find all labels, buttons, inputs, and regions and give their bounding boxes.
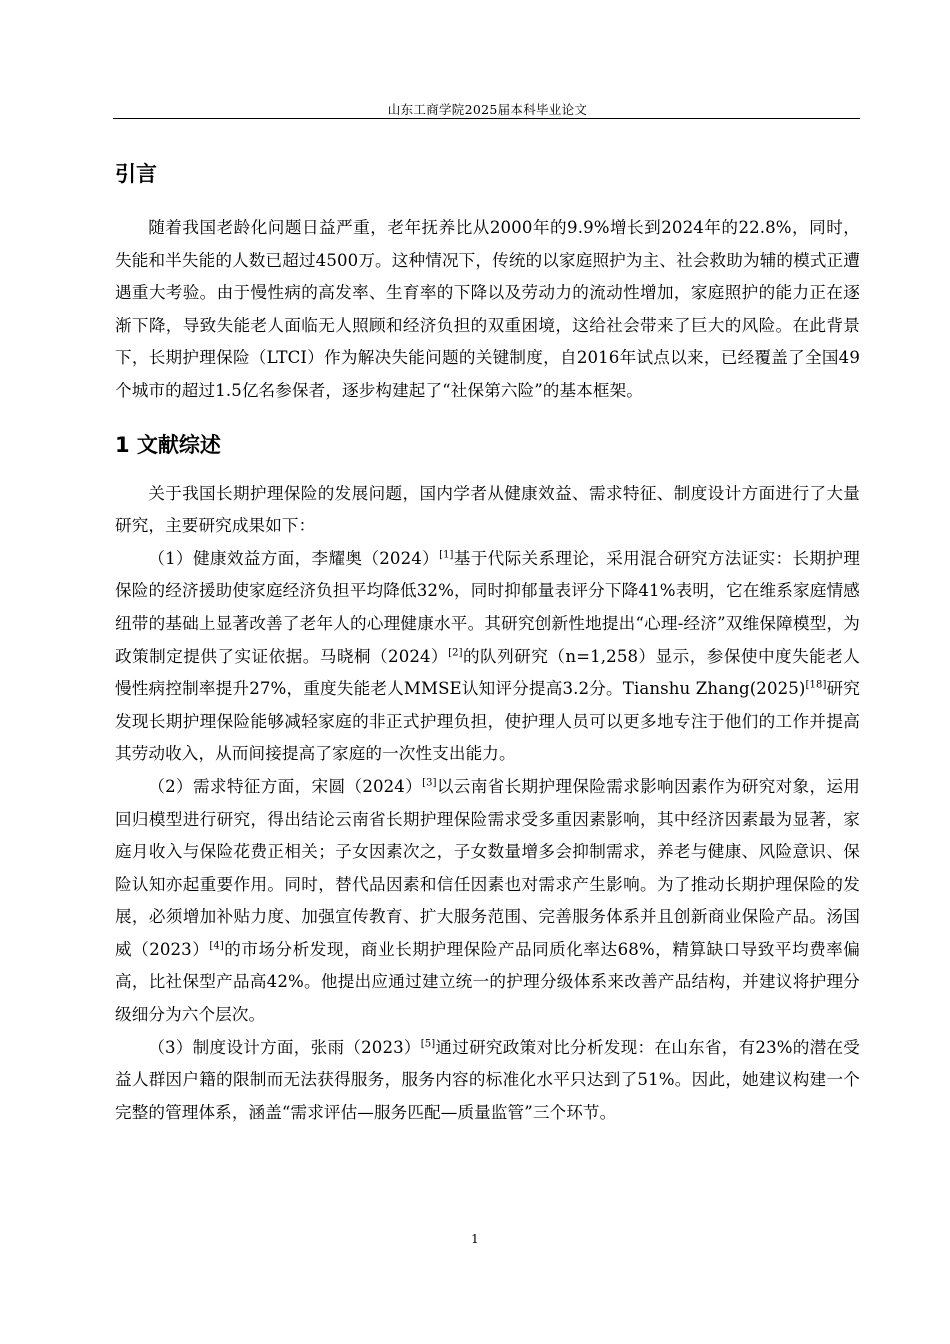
system-design-paragraph xyxy=(115,1032,860,1130)
text-run: （1）健康效益方面，李耀奥（2024） xyxy=(148,548,440,568)
citation-ref: [3] xyxy=(422,777,437,789)
citation-ref: [18] xyxy=(805,679,827,691)
section-heading-literature-review: 1 文献综述 xyxy=(115,432,221,457)
text-run: 通过研究政策对比分析发现：在山东省，有23%的潜在受益人群因户籍的限制而无法获得服务，服务内容的标准化水平只达到了51%。因此，她建议构建一个完整的管理体系，涵盖“需求评估—服务匹配—质量监管”三个环节。 xyxy=(115,1037,860,1122)
demand-features-paragraph xyxy=(115,771,860,1032)
section-heading-intro: 引言 xyxy=(115,162,157,186)
lit-review-intro-paragraph: 关于我国长期护理保险的发展问题，国内学者从健康效益、需求特征、制度设计方面进行了大量研究，主要研究成果如下： xyxy=(115,483,860,536)
text-run: 研究发现长期护理保险能够减轻家庭的非正式护理负担，使护理人员可以更多地专注于他们的工作并提高其劳动收入，从而间接提高了家庭的一次性支出能力。 xyxy=(115,679,861,764)
citation-ref: [5] xyxy=(420,1038,436,1050)
citation-ref: [2] xyxy=(448,647,463,659)
text-run: （3）制度设计方面，张雨（2023） xyxy=(148,1037,421,1057)
page-body xyxy=(115,150,860,1129)
text-run: （2）需求特征方面，宋圆（2024） xyxy=(148,776,423,796)
text-run: 的市场分析发现，商业长期护理保险产品同质化率达68%，精算缺口导致平均费率偏高，比社保型产品高42%。他提出应通过建立统一的护理分级体系来改善产品结构，并建议将护理分级细分为六个层次。 xyxy=(115,939,860,1025)
running-header: 山东工商学院2025届本科毕业论文 xyxy=(387,102,588,117)
health-benefit-paragraph xyxy=(115,543,860,771)
header-rule xyxy=(113,118,860,119)
page-number: 1 xyxy=(471,1232,479,1246)
citation-ref: [4] xyxy=(209,940,224,952)
text-run: 基于代际关系理论，采用混合研究方法证实：长期护理保险的经济援助使家庭经济负担平均降低32%，同时抑郁量表评分下降41%表明，它在维系家庭情感纽带的基础上显著改善了老年人的心理健康水平。其研究创新性地提出“心理-经济”双维保障模型，为政策制定提供了实证依据。马晓桐（2024） xyxy=(115,548,860,666)
text-run: 以云南省长期护理保险需求影响因素作为研究对象，运用回归模型进行研究，得出结论云南省长期护理保险需求受多重因素影响，其中经济因素最为显著，家庭月收入与保险花费正相关；子女因素次之，子女数量增多会抑制需求，养老与健康、风险意识、保险认知亦起重要作用。同时，替代品因素和信任因素也对需求产生影响。为了推动长期护理保险的发展，必须增加补贴力度、加强宣传教育、扩大服务范围、完善服务体系并且创新商业保险产品。汤国威（2023） xyxy=(115,776,861,959)
intro-paragraph: 随着我国老龄化问题日益严重，老年抚养比从2000年的9.9%增长到2024年的22.8%，同时，失能和半失能的人数已超过4500万。这种情况下，传统的以家庭照护为主、社会救助为辅的模式正遭遇重大考验。由于慢性病的高发率、生育率的下降以及劳动力的流动性增加，家庭照护的能力正在逐渐下降，导致失能老人面临无人照顾和经济负担的双重困境，这给社会带来了巨大的风险。在此背景下，长期护理保险（LTCI）作为解决失能问题的关键制度，自2016年试点以来，已经覆盖了全国49个城市的超过1.5亿名参保者，逐步构建起了“社保第六险”的基本框架。 xyxy=(115,218,860,400)
citation-ref: [1] xyxy=(439,549,454,561)
text-run: 的队列研究（n=1,258）显示，参保使中度失能老人慢性病控制率提升27%，重度失能老人MMSE认知评分提高3.2分。Tianshu Zhang(2025) xyxy=(115,646,860,699)
